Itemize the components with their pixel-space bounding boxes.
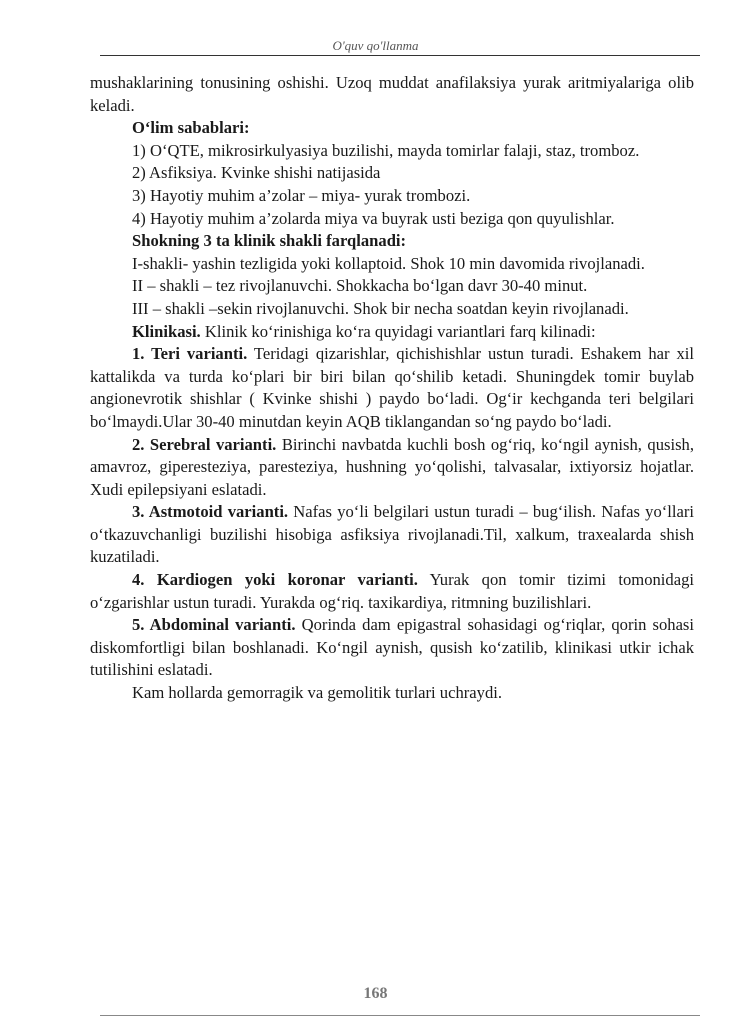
variant-5-text: Qorinda dam epigastral sohasidagi og‘riqlar, qorin sohasi diskomfortligi bilan boshlanadi. Ko‘ngil aynish, qusish ko‘zatilib, klinikasi utkir ichak tutilishini eslatadi. [90, 615, 695, 680]
running-head: O'quv qo'llanma [332, 38, 419, 53]
shock-forms-heading: Shokning 3 ta klinik shakli farqlanadi: [132, 231, 407, 251]
header-rule [100, 55, 700, 56]
paragraph-intro: mushaklarining tonusining oshishi. Uzoq muddat anafilaksiya yurak aritmiyalariga olib keladi. [90, 73, 694, 115]
death-cause-4: 4) Hayotiy muhim a’zolarda miya va buyrak usti beziga qon quyulishlar. [132, 208, 615, 228]
clinic-label: Klinikasi. [132, 321, 201, 341]
death-cause-2: 2) Asfiksiya. Kvinke shishi natijasida [132, 163, 381, 183]
variant-4-text: Yurak qon tomir tizimi tomonidagi o‘zgarishlar ustun turadi. Yurakda og‘riq. taxikardiya, ritmning buzilishlari. [90, 570, 694, 612]
shock-form-2: II – shakli – tez rivojlanuvchi. Shokkacha bo‘lgan davr 30-40 minut. [132, 276, 588, 296]
variant-3-label: 3. Astmotoid varianti. [132, 502, 289, 522]
closing-paragraph: Kam hollarda gemorragik va gemolitik turlari uchraydi. [132, 683, 503, 703]
shock-form-1: I-shakli- yashin tezligida yoki kollaptoid. Shok 10 min davomida rivojlanadi. [132, 253, 645, 273]
variant-2 [90, 434, 694, 502]
page-number: 168 [363, 985, 388, 1002]
variant-2-text: Birinchi navbatda kuchli bosh og‘riq, ko‘ngil aynish, qusish, amavroz, giperesteziya, paresteziya, hushning yo‘qolishi, talvasalar, ixtiyorsiz hojatlar. Xudi epilepsiyani eslatadi. [90, 434, 694, 499]
footer-rule [100, 1015, 700, 1016]
death-cause-3: 3) Hayotiy muhim a’zolar – miya- yurak trombozi. [132, 185, 471, 205]
variant-4 [90, 569, 694, 614]
variant-1 [90, 343, 694, 433]
variant-1-label: 1. Teri varianti. [132, 344, 248, 364]
variant-3 [90, 501, 694, 569]
page-body [90, 72, 694, 705]
death-cause-1: 1) O‘QTE, mikrosirkulyasiya buzilishi, mayda tomirlar falaji, staz, tromboz. [132, 140, 640, 160]
clinic-text: Klinik ko‘rinishiga ko‘ra quyidagi variantlari farq kilinadi: [200, 321, 596, 341]
variant-3-text: Nafas yo‘li belgilari ustun turadi – bug‘ilish. Nafas yo‘llari o‘tkazuvchanligi buzilishi hisobiga asfiksiya rivojlanadi.Til, xalkum, traxealarda shish kuzatiladi. [90, 502, 694, 567]
death-causes-heading: O‘lim sabablari: [132, 118, 250, 138]
clinic-paragraph [90, 321, 694, 344]
shock-form-3: III – shakli –sekin rivojlanuvchi. Shok bir necha soatdan keyin rivojlanadi. [132, 298, 629, 318]
variant-4-label: 4. Kardiogen yoki koronar varianti. [132, 570, 418, 590]
variant-2-label: 2. Serebral varianti. [132, 434, 277, 454]
variant-1-text: Teridagi qizarishlar, qichishishlar ustun turadi. Eshakem har xil kattalikda va turda ko‘plari bir biri bilan qo‘shilib ketadi. Shuningdek tomir buylab angionevrotik shishlar ( Kvinke shishi ) paydo bo‘ladi. Og‘ir kechganda teri belgilari bo‘lmaydi.Ular 30-40 minutdan keyin AQB tiklangandan so‘ng paydo bo‘ladi. [90, 344, 694, 431]
variant-5-label: 5. Abdominal varianti. [132, 615, 296, 635]
variant-5 [90, 614, 694, 682]
